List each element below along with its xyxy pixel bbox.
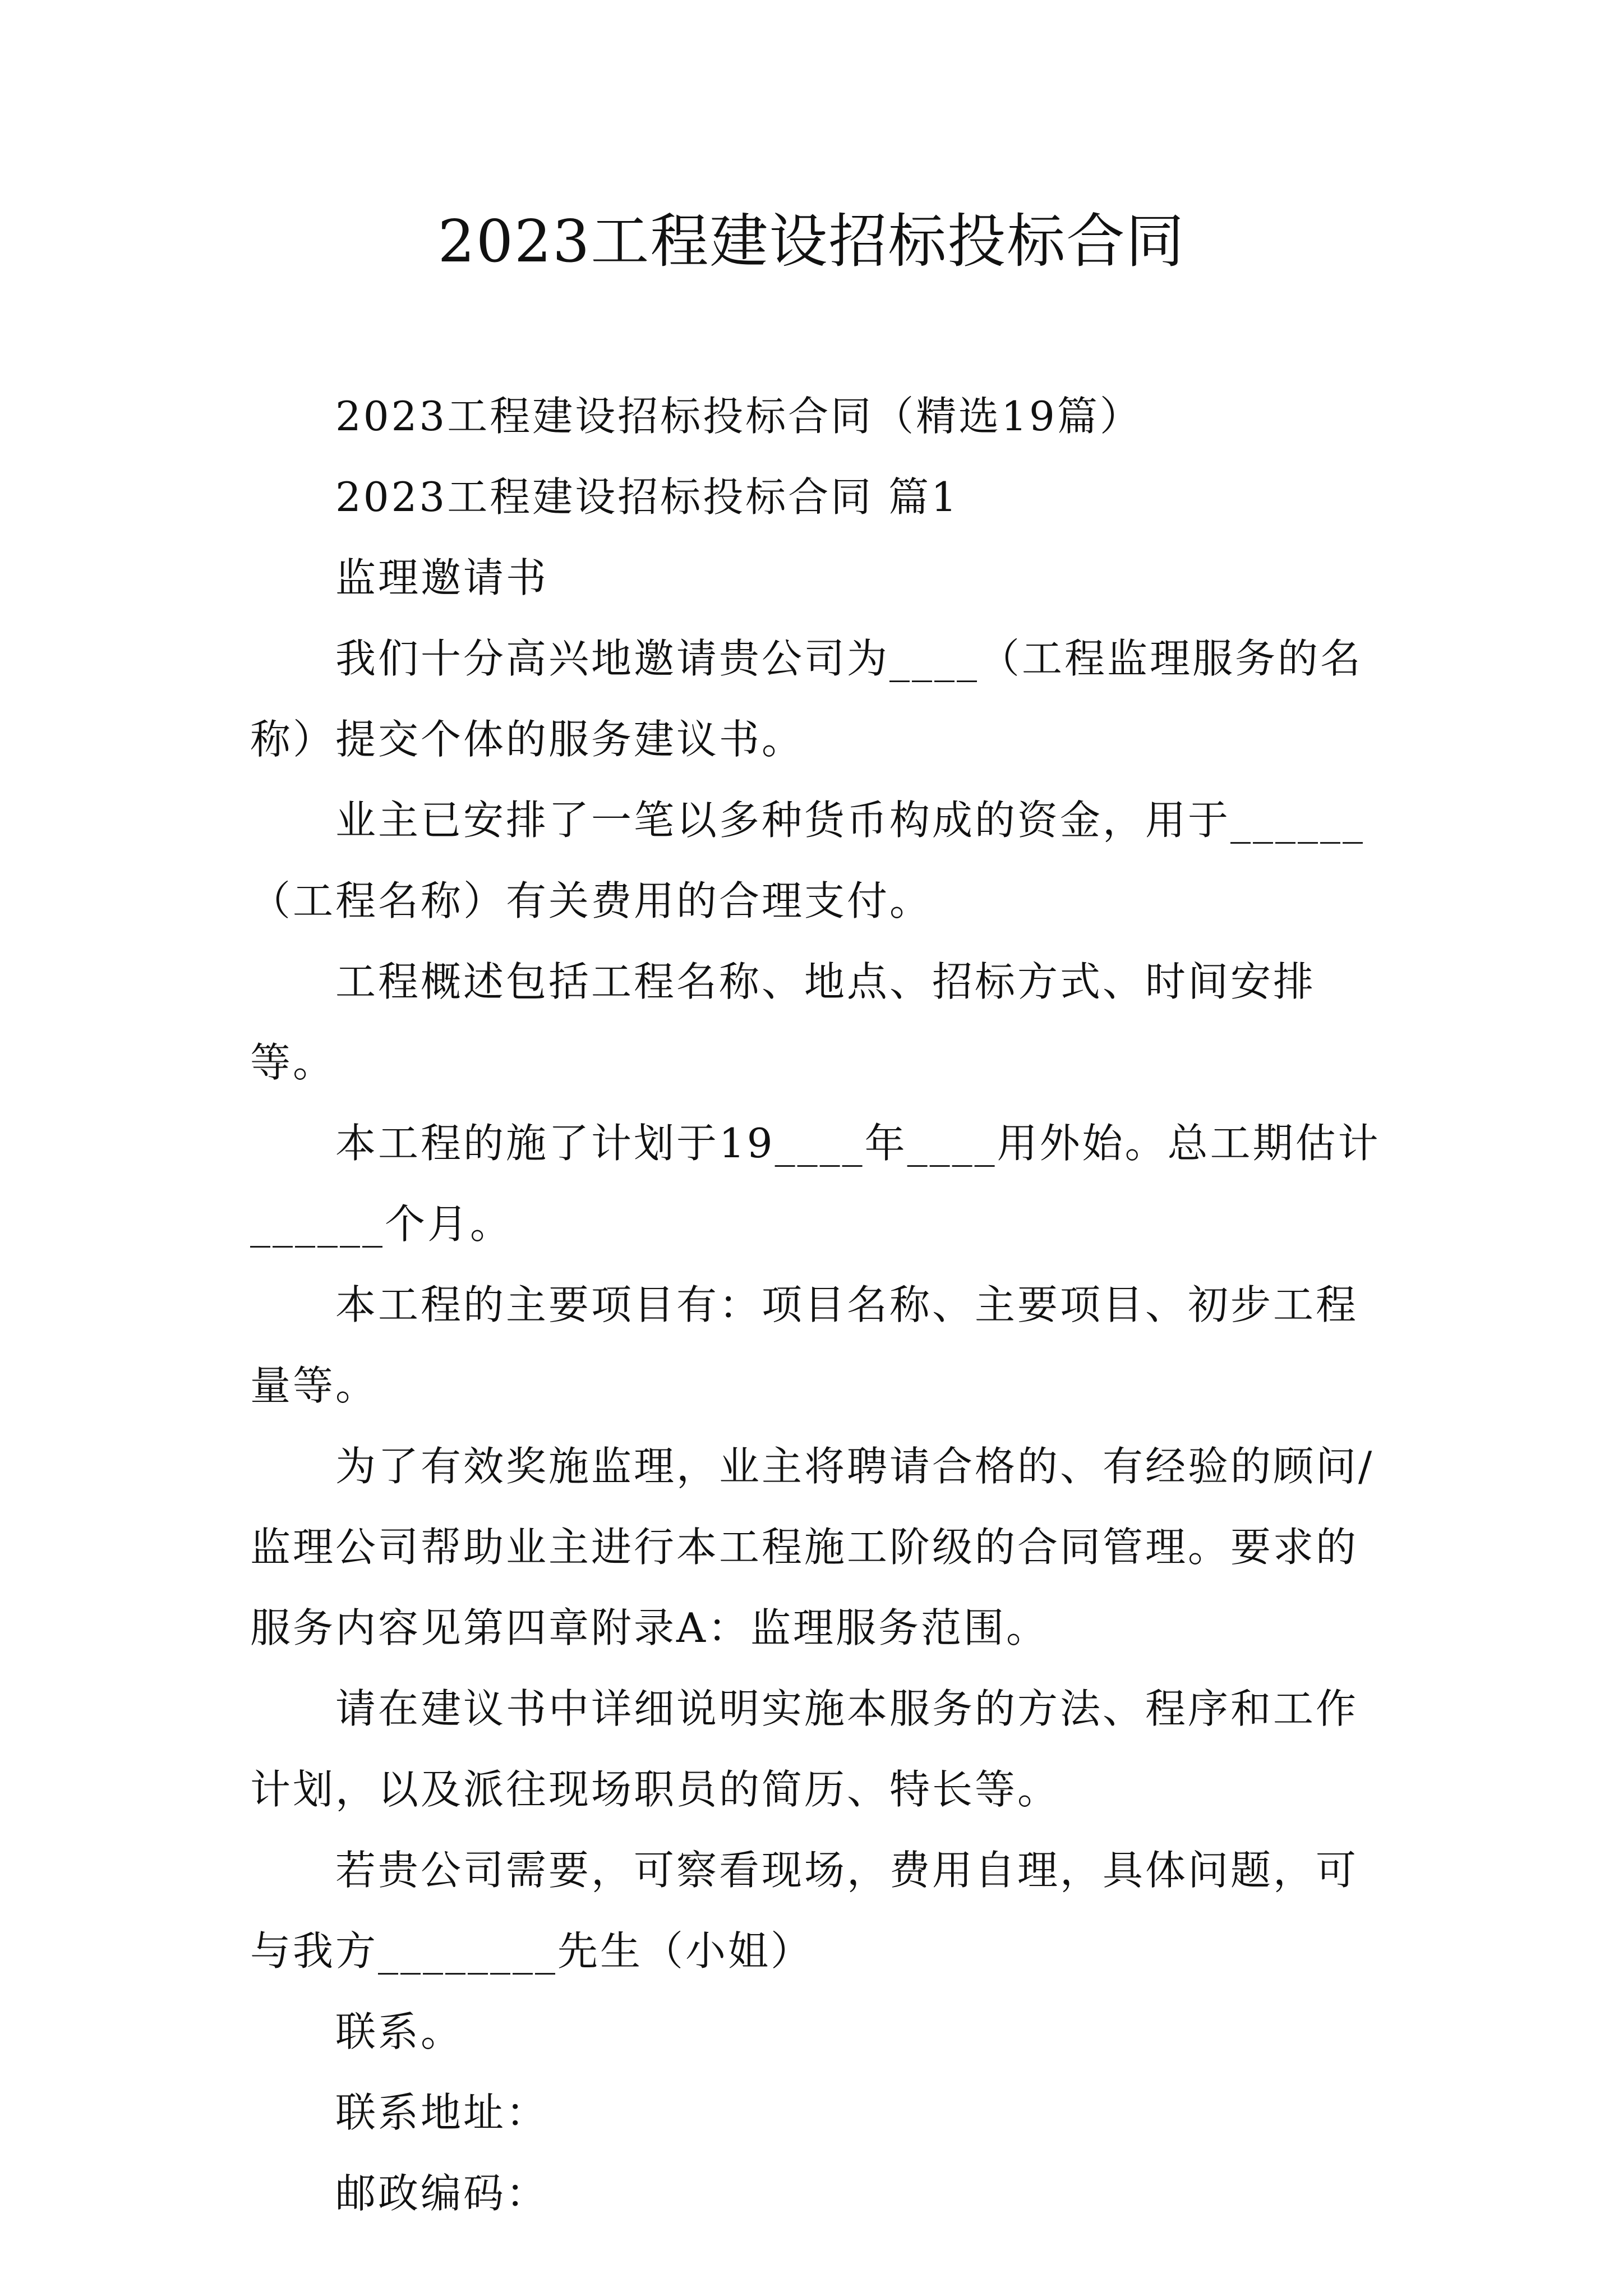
paragraph-postal-code: 邮政编码： bbox=[335, 2170, 549, 2217]
paragraph-proposal-details: 请在建议书中详细说明实施本服务的方法、程序和工作计划，以及派往现场职员的简历、特长等。 bbox=[250, 1685, 1359, 1813]
paragraph-contact-address: 联系地址： bbox=[335, 2089, 549, 2136]
paragraph-letter-title: 监理邀请书 bbox=[335, 554, 549, 601]
paragraph-invitation: 我们十分高兴地邀请贵公司为____（工程监理服务的名称）提交个体的服务建议书。 bbox=[250, 635, 1363, 763]
paragraph-schedule: 本工程的施了计划于19____年____用外始。总工期估计______个月。 bbox=[250, 1120, 1381, 1248]
paragraph-main-items: 本工程的主要项目有：项目名称、主要项目、初步工程量等。 bbox=[250, 1281, 1359, 1409]
paragraph-section-heading: 2023工程建设招标投标合同 篇1 bbox=[335, 473, 959, 521]
paragraph-subtitle: 2023工程建设招标投标合同（精选19篇） bbox=[335, 393, 1142, 440]
document-title: 2023工程建设招标投标合同 bbox=[437, 207, 1186, 275]
paragraph-contact: 联系。 bbox=[335, 2008, 464, 2055]
document-body bbox=[250, 376, 1389, 2234]
paragraph-supervision: 为了有效奖施监理，业主将聘请合格的、有经验的顾问/监理公司帮助业主进行本工程施工阶级的合同管理。要求的服务内容见第四章附录A：监理服务范围。 bbox=[250, 1443, 1375, 1651]
paragraph-site-visit: 若贵公司需要，可察看现场，费用自理，具体问题，可与我方________先生（小姐） bbox=[250, 1847, 1359, 1975]
paragraph-funding: 业主已安排了一笔以多种货币构成的资金，用于______（工程名称）有关费用的合理支付。 bbox=[250, 797, 1366, 924]
paragraph-overview: 工程概述包括工程名称、地点、招标方式、时间安排等。 bbox=[250, 958, 1316, 1086]
